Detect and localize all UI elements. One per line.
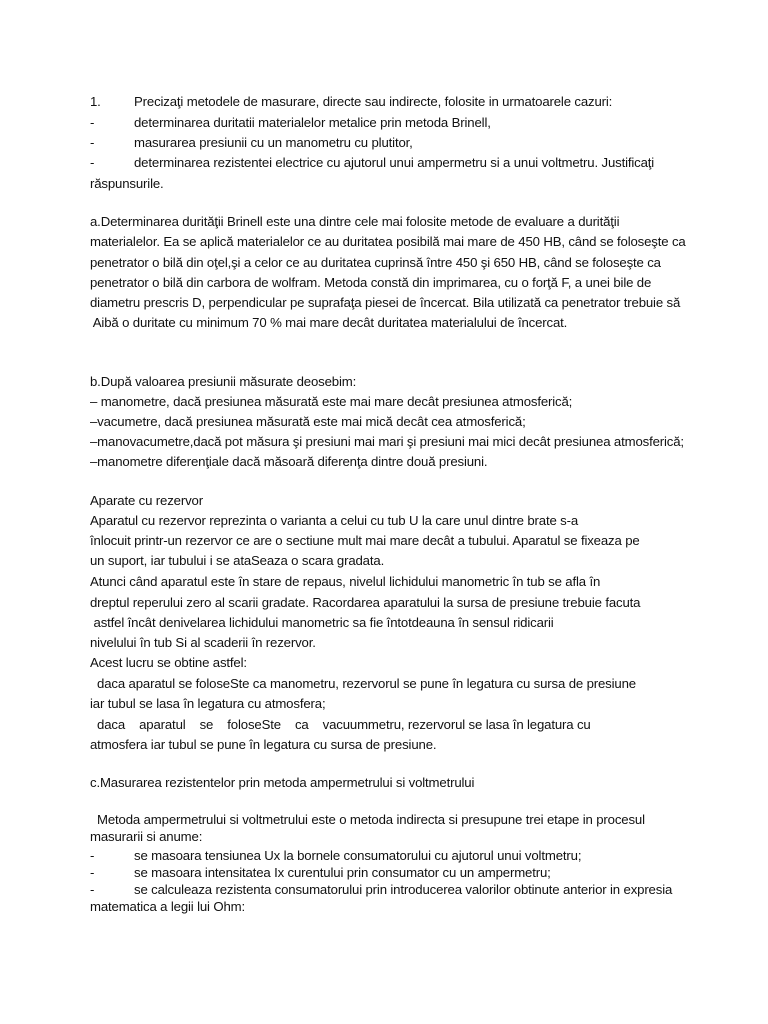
rezervor-line: înlocuit printr-un rezervor ce are o sectiune mult mai mare decât a tubului. Aparatul se fixeaza pe — [90, 533, 640, 548]
section-b-line: –manovacumetre,dacă pot măsura şi presiuni mai mari şi presiuni mai mici decât presiunea atmosferică; — [90, 434, 684, 449]
rezervor-line: dreptul reperului zero al scarii gradate. Racordarea aparatului la sursa de presiune trebuie facuta — [90, 595, 641, 610]
section-c-line: masurarii si anume: — [90, 829, 203, 844]
rezervor-heading: Aparate cu rezervor — [90, 493, 203, 508]
question-intro: Precizaţi metodele de masurare, directe sau indirecte, folosite in urmatoarele cazuri: — [134, 94, 613, 109]
rezervor-line: daca aparatul se foloseSte ca vacuummetru, rezervorul se lasa în legatura cu — [90, 717, 591, 732]
section-c-line: Metoda ampermetrului si voltmetrului este o metoda indirecta si presupune trei etape in procesul — [90, 812, 645, 827]
question-intro-line — [90, 92, 612, 113]
section-c-bullet: - se calculeaza rezistenta consumatorului prin introducerea valorilor obtinute anterior in expresia — [90, 882, 673, 897]
section-b-line: b.După valoarea presiunii măsurate deosebim: — [90, 374, 357, 389]
section-a-line: Aibă o duritate cu minimum 70 % mai mare decât duritatea materialului de încercat. — [90, 315, 568, 330]
question-bullet: - masurarea presiunii cu un manometru cu plutitor, — [90, 135, 413, 150]
question-tail: răspunsurile. — [90, 176, 164, 191]
section-a-line: penetrator o bilă din carbora de wolfram. Metoda constă din imprimarea, cu o forţă F, a unei bile de — [90, 275, 652, 290]
section-a-line: a.Determinarea durităţii Brinell este una dintre cele mai folosite metode de evaluare a durităţii — [90, 214, 620, 229]
section-a-line: diametru prescris D, perpendicular pe suprafaţa piesei de încercat. Bila utilizată ca penetrator trebuie să — [90, 295, 681, 310]
question-number: 1. — [90, 94, 101, 109]
question-bullet: - determinarea duritatii materialelor metalice prin metoda Brinell, — [90, 115, 491, 130]
rezervor-line: iar tubul se lasa în legatura cu atmosfera; — [90, 696, 326, 711]
section-c-title: c.Masurarea rezistentelor prin metoda ampermetrului si voltmetrului — [90, 775, 475, 790]
rezervor-line: astfel încât denivelarea lichidului manometric sa fie întotdeauna în sensul ridicarii — [90, 615, 554, 630]
rezervor-line: nivelului în tub Si al scaderii în rezervor. — [90, 635, 316, 650]
section-a-line: materialelor. Ea se aplică materialelor ce au duritatea posibilă mai mare de 450 HB, când se foloseşte ca — [90, 234, 686, 249]
rezervor-line: Aparatul cu rezervor reprezinta o varianta a celui cu tub U la care unul dintre brate s-a — [90, 513, 579, 528]
rezervor-line: Acest lucru se obtine astfel: — [90, 655, 247, 670]
section-b-line: –vacumetre, dacă presiunea măsurată este mai mică decât cea atmosferică; — [90, 414, 526, 429]
rezervor-line: Atunci când aparatul este în stare de repaus, nivelul lichidului manometric în tub se afla în — [90, 574, 601, 589]
question-bullet: - determinarea rezistentei electrice cu ajutorul unui ampermetru si a unui voltmetru. Justificaţi — [90, 155, 655, 170]
rezervor-line: un suport, iar tubului i se ataSeaza o scara gradata. — [90, 553, 385, 568]
section-c-bullet: - se masoara intensitatea Ix curentului prin consumator cu un ampermetru; — [90, 865, 551, 880]
section-b-line: –manometre diferenţiale dacă măsoară diferenţa dintre două presiuni. — [90, 454, 488, 469]
section-c-tail: matematica a legii lui Ohm: — [90, 899, 245, 914]
section-c-bullet: - se masoara tensiunea Ux la bornele consumatorului cu ajutorul unui voltmetru; — [90, 848, 582, 863]
section-a-line: penetrator o bilă din oţel,şi a celor ce au duritatea cuprinsă între 450 şi 650 HB, când se foloseşte ca — [90, 255, 661, 270]
rezervor-line: atmosfera iar tubul se pune în legatura cu sursa de presiune. — [90, 737, 437, 752]
section-b-line: – manometre, dacă presiunea măsurată este mai mare decât presiunea atmosferică; — [90, 394, 573, 409]
rezervor-line: daca aparatul se foloseSte ca manometru, rezervorul se pune în legatura cu sursa de presiune — [90, 676, 636, 691]
